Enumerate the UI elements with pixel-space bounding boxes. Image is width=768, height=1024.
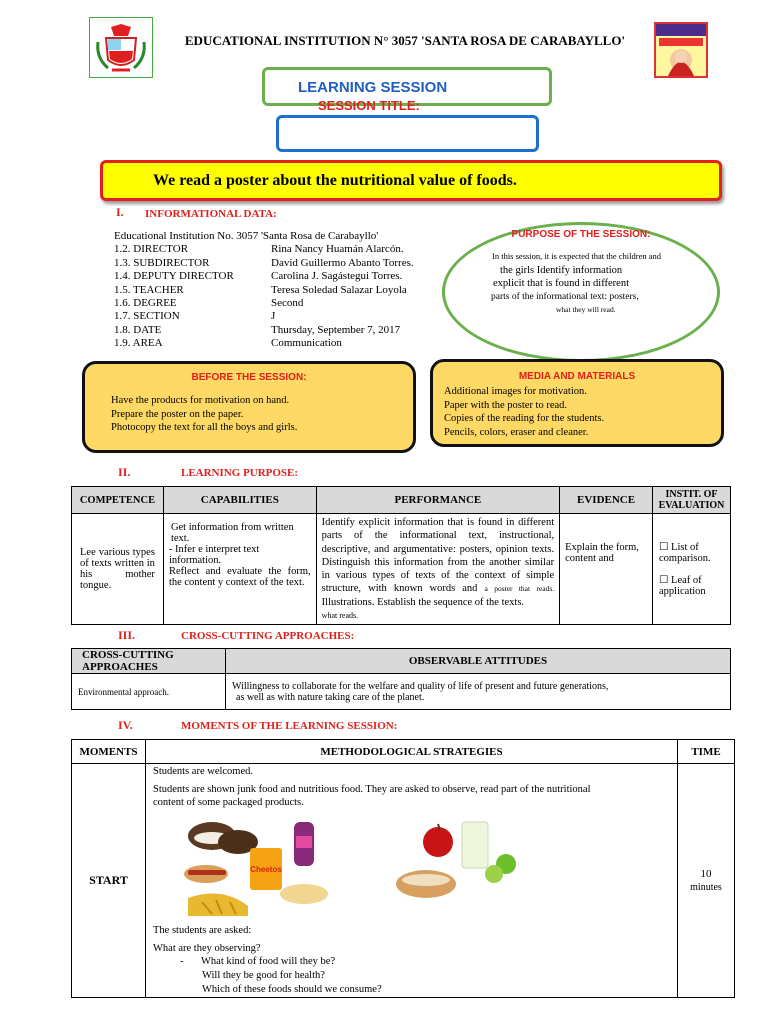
evaluation-item: ☐ Leaf of application [659, 575, 706, 598]
informational-data [114, 230, 414, 351]
school-title: EDUCATIONAL INSTITUTION N° 3057 'SANTA ROSA DE CARABAYLLO' [184, 33, 626, 48]
competence-cell: Lee various types of texts written in his mother tongue. [72, 514, 164, 625]
column-header: EVIDENCE [560, 487, 653, 514]
strategy-text: What are they observing? [153, 943, 261, 954]
learning-purpose-table [71, 486, 731, 625]
strategy-text: Which of these foods should we consume? [202, 984, 382, 995]
column-header: INSTIT. OF EVALUATION [653, 487, 731, 514]
time-cell [678, 764, 735, 998]
performance-text: a poster that reads. [484, 584, 555, 594]
purpose-text: the girls Identify information [500, 265, 623, 276]
peru-coat-of-arms-logo [89, 17, 153, 78]
capabilities-cell [163, 514, 316, 625]
learning-session-title: LEARNING SESSION [298, 79, 448, 96]
section-1-number: I. [116, 205, 124, 219]
session-title-label: SESSION TITLE: [318, 98, 420, 113]
capability-item: Get information from written text. [170, 522, 294, 544]
list-item: Paper with the poster to read. [444, 399, 568, 411]
info-row: 1.9. AREA Communication [114, 337, 342, 350]
info-row: 1.8. DATE Thursday, September 7, 2017 [114, 323, 401, 336]
session-banner-text: We read a poster about the nutritional value of foods. [153, 172, 517, 189]
attitudes-cell [226, 674, 731, 710]
strategies-cell [146, 764, 678, 998]
dash-bullet: - [180, 956, 184, 967]
strategy-text: What kind of food will they be? [201, 956, 336, 967]
strategy-text: The students are asked: [153, 925, 252, 936]
section-3-title: CROSS-CUTTING APPROACHES: [181, 630, 355, 642]
column-header: TIME [678, 740, 735, 764]
info-row: 1.3. SUBDIRECTOR David Guillermo Abanto Torres. [114, 256, 414, 269]
purpose-title: PURPOSE OF THE SESSION: [511, 229, 651, 240]
approach-cell: Environmental approach. [72, 674, 226, 710]
moments-table [71, 739, 735, 998]
cheetos-label: Cheetos [250, 865, 282, 874]
section-3-number: III. [118, 628, 136, 642]
performance-cell [316, 514, 559, 625]
section-4-number: IV. [118, 718, 133, 732]
performance-text: what reads. [321, 611, 359, 621]
capability-item: Reflect and evaluate the form, the content y context of the text. [168, 566, 311, 588]
info-row: Educational Institution No. 3057 'Santa Rosa de Carabayllo' [114, 230, 379, 242]
performance-text: Identify explicit information that is found in different parts of the informational text, instructional, descriptive, and argumentative: posters, opinion texts. Distinguish this information from the another similar in various types of texts of the context of simple structure, with known words and [321, 517, 555, 595]
media-materials-title: MEDIA AND MATERIALS [518, 371, 636, 382]
section-2-title: LEARNING PURPOSE: [181, 467, 299, 479]
table-header-row [72, 649, 731, 674]
list-item: Have the products for motivation on hand. [111, 395, 290, 406]
purpose-text: what they will read. [556, 305, 616, 314]
cross-cutting-table [71, 648, 731, 710]
column-header: CROSS-CUTTING APPROACHES [72, 649, 226, 674]
attitude-text: Willingness to collaborate for the welfare and quality of life of present and future generations, [232, 680, 609, 692]
attitude-text: as well as with nature taking care of the planet. [236, 691, 425, 703]
evidence-cell: Explain the form, content and [560, 514, 653, 625]
column-header: COMPETENCE [72, 487, 164, 514]
table-row [72, 514, 731, 625]
list-item: Additional images for motivation. [444, 386, 587, 397]
info-row: 1.7. SECTION J [114, 310, 276, 323]
performance-text: Illustrations. Establish the sequence of the texts. [321, 596, 525, 608]
media-materials-list [444, 385, 604, 439]
info-row: 1.2. DIRECTOR Rina Nancy Huamán Alarcón. [114, 243, 404, 256]
info-row: 1.5. TEACHER Teresa Soledad Salazar Loyola [114, 283, 407, 296]
time-value: 10 [700, 868, 712, 880]
column-header: MOMENTS [72, 740, 146, 764]
purpose-text: In this session, it is expected that the children and [492, 251, 662, 261]
purpose-text: explicit that is found in different [493, 278, 629, 289]
column-header: OBSERVABLE ATTITUDES [226, 649, 731, 674]
info-row: 1.6. DEGREE Second [114, 297, 304, 310]
school-crest-logo [654, 22, 708, 78]
strategy-text: Students are shown junk food and nutritious food. They are asked to observe, read part of the nutritional content of some packaged products. [153, 784, 591, 808]
capability-item: - Infer e interpret text information. [168, 544, 260, 566]
session-title-field[interactable] [276, 115, 539, 152]
evaluation-item: ☐ List of comparison. [659, 542, 711, 565]
table-row [72, 764, 735, 998]
time-unit: minutes [690, 882, 722, 893]
checkbox-icon: ☐ [659, 575, 669, 587]
column-header: METHODOLOGICAL STRATEGIES [146, 740, 678, 764]
evaluation-cell [653, 514, 731, 625]
before-session-list [111, 394, 297, 435]
table-row [72, 674, 731, 710]
section-2-number: II. [118, 465, 131, 479]
section-4-title: MOMENTS OF THE LEARNING SESSION: [181, 720, 398, 732]
moment-cell: START [72, 764, 146, 998]
healthy-food-image [396, 818, 526, 918]
purpose-text: parts of the informational text: posters, [491, 292, 639, 302]
table-header-row [72, 740, 735, 764]
strategy-text: Will they be good for health? [202, 970, 325, 981]
list-item: Pencils, colors, eraser and cleaner. [444, 426, 589, 438]
before-session-title: BEFORE THE SESSION: [191, 372, 307, 383]
strategy-text: Students are welcomed. [153, 766, 254, 777]
list-item: Copies of the reading for the students. [444, 413, 605, 424]
list-item: Prepare the poster on the paper. [111, 408, 244, 420]
table-header-row [72, 487, 731, 514]
junk-food-image [182, 816, 332, 916]
section-1-title: INFORMATIONAL DATA: [145, 208, 277, 220]
column-header: PERFORMANCE [316, 487, 559, 514]
info-row: 1.4. DEPUTY DIRECTOR Carolina J. Sagástegui Torres. [114, 270, 403, 283]
column-header: CAPABILITIES [163, 487, 316, 514]
list-item: Photocopy the text for all the boys and girls. [111, 422, 298, 433]
checkbox-icon: ☐ [659, 542, 669, 554]
